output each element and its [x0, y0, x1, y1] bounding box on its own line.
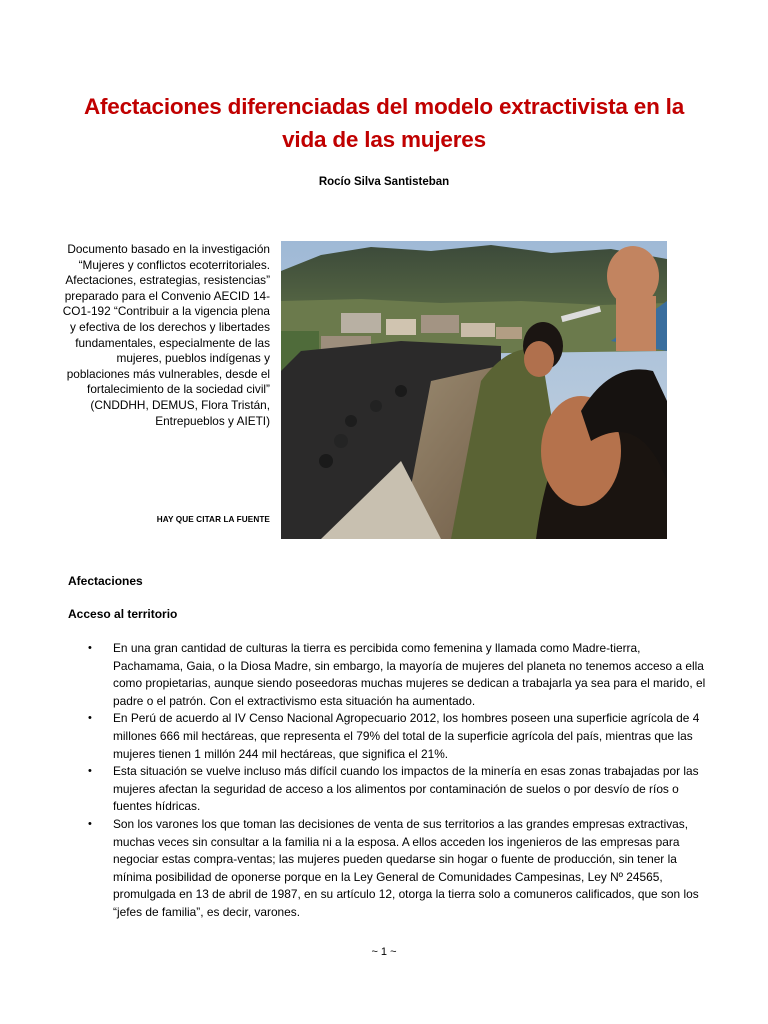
- protest-photo: [281, 241, 667, 539]
- document-title: Afectaciones diferenciadas del modelo extractivista en la vida de las mujeres: [83, 94, 685, 152]
- bullet-icon: •: [88, 642, 92, 654]
- list-item: [68, 710, 708, 763]
- bullet-icon: •: [88, 765, 92, 778]
- page-number: ~ 1 ~: [371, 946, 397, 958]
- cite-source-note: HAY QUE CITAR LA FUENTE: [156, 515, 270, 524]
- bullet-text: Esta situación se vuelve incluso más difícil cuando los impactos de la minería en esas zonas trabajadas por las mujeres afectan la seguridad de acceso a los alimentos por contaminación de suelos o por desvío de ríos o fuentes hídricas.: [113, 764, 699, 814]
- list-item: [68, 816, 708, 922]
- list-item: [68, 640, 708, 710]
- bullet-text: En una gran cantidad de culturas la tierra es percibida como femenina y llamada como Madre-tierra, Pachamama, Gaia, o la Diosa Madre, sin embargo, la mayoría de mujeres del planeta no tenemos acceso a ella como propietarias, aunque siendo poseedoras muchas mujeres se dedican a trabajarla ya sea para el marido, el padre o el patrón. Con el extractivismo esta situación ha aumentado.: [113, 641, 706, 708]
- bullet-list: [68, 640, 708, 922]
- bullet-text: En Perú de acuerdo al IV Censo Nacional Agropecuario 2012, los hombres poseen una superficie agrícola de 4 millones 666 mil hectáreas, que representa el 79% del total de la superficie agrícola del país, mientras que las mujeres tienen 1 millón 244 mil hectáreas, que significa el 21%.: [113, 711, 700, 761]
- author-name: Rocío Silva Santisteban: [318, 176, 450, 188]
- bullet-icon: •: [88, 712, 92, 725]
- bullet-icon: •: [88, 817, 92, 830]
- section-heading: Afectaciones: [68, 574, 143, 588]
- bullet-text: Son los varones los que toman las decisiones de venta de sus territorios a las grandes empresas extractivas, muchas veces sin consultar a la familia ni a la esposa. A ellos acceden los ingenieros de las empresas para negociar estas compra-ventas; las mujeres pueden quedarse sin hogar o fuente de producción, sin tener la mínima posibilidad de oponerse porque en la Ley General de Comunidades Campesinas, Ley Nº 24565, promulgada en 13 de abril de 1987, en su artículo 12, otorga la tierra solo a comuneros calificados, que son los “jefes de familia”, es decir, varones.: [113, 816, 699, 919]
- source-note: Documento basado en la investigación “Mujeres y conflictos ecoterritoriales. Afectaciones, estrategias, resistencias” preparado para el Convenio AECID 14-CO1-192 “Contribuir a la vigencia plena y efectiva de los derechos y libertades fundamentales, especialmente de las mujeres, pueblos indígenas y poblaciones más vulnerables, desde el fortalecimiento de la sociedad civil” (CNDDHH, DEMUS, Flora Tristán, Entrepueblos y AIETI): [62, 242, 270, 428]
- list-item: [68, 763, 708, 816]
- subsection-heading: Acceso al territorio: [68, 607, 178, 621]
